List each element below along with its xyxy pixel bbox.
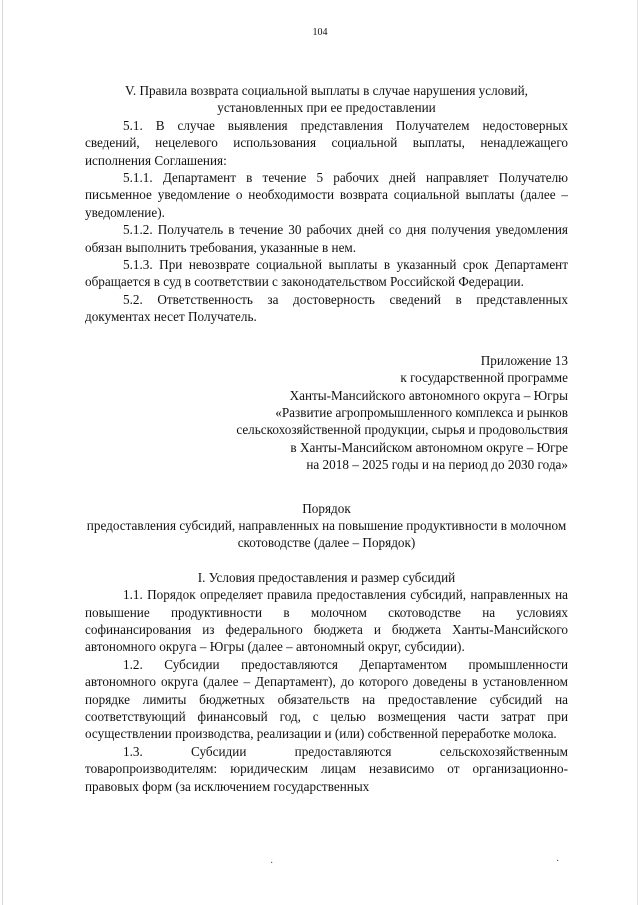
appendix-line-6: в Ханты-Мансийском автономном округе – Югре	[290, 439, 568, 455]
appendix-line-4: «Развитие агропромышленного комплекса и рынков	[275, 404, 568, 420]
appendix-line-2: к государственной программе	[400, 370, 568, 386]
appendix-line-7: на 2018 – 2025 годы и на период до 2030 года»	[306, 457, 568, 473]
paragraph-1-2: 1.2. Субсидии предоставляются Департаментом промышленности автономного округа (далее – Департамент), до которого доведены в установленном порядке лимиты бюджетных обязательств на предоставление субсидий на соответствующий финансовый год, с целью возмещения части затрат при осуществлении производства, реализации и (или) собственной переработке молока.	[85, 656, 568, 742]
appendix-line-3: Ханты-Мансийского автономного округа – Югры	[289, 387, 568, 403]
scan-dot: ·	[556, 856, 560, 867]
paragraph-5-1-3: 5.1.3. При невозврате социальной выплаты в указанный срок Департамент обращается в суд в соответствии с законодательством Российской Федерации.	[85, 257, 568, 290]
order-subtitle: предоставления субсидий, направленных на повышение продуктивности в молочном скотоводстве (далее – Порядок)	[86, 517, 567, 551]
paragraph-1-3: 1.3. Субсидии предоставляются сельскохозяйственным товаропроизводителям: юридическим лицам независимо от организационно-правовых форм (за исключением государственных	[85, 743, 568, 794]
scan-dot: ·	[270, 858, 274, 869]
scan-edge-left	[2, 0, 3, 905]
document-body	[85, 82, 568, 795]
paragraph-5-1: 5.1. В случае выявления представления Получателем недостоверных сведений, нецелевого использования социальной выплаты, ненадлежащего исполнения Соглашения:	[85, 117, 568, 168]
appendix-header	[85, 352, 568, 474]
section-1-heading: I. Условия предоставления и размер субсидий	[197, 569, 456, 585]
paragraph-5-1-1: 5.1.1. Департамент в течение 5 рабочих дней направляет Получателю письменное уведомление о необходимости возврата социальной выплаты (далее – уведомление).	[85, 170, 568, 220]
paragraph-5-1-2: 5.1.2. Получатель в течение 30 рабочих дней со дня получения уведомления обязан выполнить требования, указанные в нем.	[85, 222, 568, 255]
section-5-heading: V. Правила возврата социальной выплаты в случае нарушения условий, установленных при ее предоставлении	[125, 83, 528, 116]
paragraph-5-2: 5.2. Ответственность за достоверность сведений в представленных документах несет Получатель.	[85, 291, 568, 325]
order-title: Порядок	[302, 500, 351, 516]
appendix-line-5: сельскохозяйственной продукции, сырья и продовольствия	[236, 422, 568, 438]
page-number: 104	[312, 27, 328, 38]
scan-edge-right	[637, 0, 638, 905]
appendix-line-1: Приложение 13	[480, 352, 568, 368]
paragraph-1-1: 1.1. Порядок определяет правила предоставления субсидий, направленных на повышение продуктивности в молочном скотоводстве на условиях софинансирования из федерального бюджета и бюджета Ханты-Мансийского автономного округа – Югры (далее – автономный округ, субсидии).	[85, 587, 568, 655]
